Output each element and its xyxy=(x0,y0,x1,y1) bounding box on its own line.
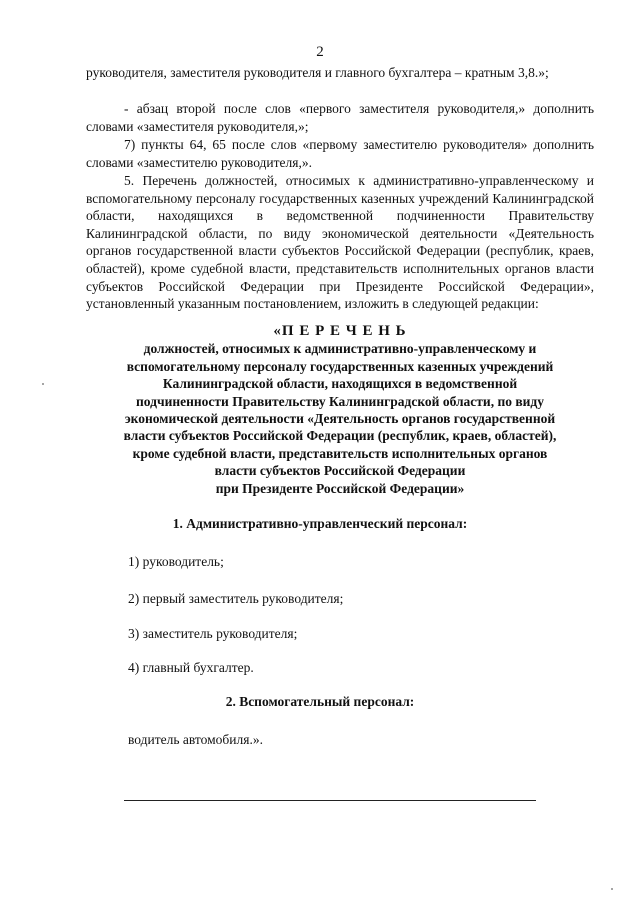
paragraph-item-5: 5. Перечень должностей, относимых к административно-управленческому и вспомогательному персоналу государственных казенных учреждений Калининградской области, находящихся в ведомственной подчиненности Правительству Калининградской области, по виду экономической деятельности «Деятельность органов государственной власти субъектов Российской Федерации (республик, краев, областей), кроме судебной власти, представительств исполнительных органов власти субъектов Российской Федерации при Президенте Российской Федерации», установленный указанным постановлением, изложить в следующей редакции: xyxy=(86,173,594,312)
title-line: должностей, относимых к административно-управленческому и xyxy=(143,341,537,357)
scan-speck xyxy=(42,383,44,385)
section-1-heading: 1. Административно-управленческий персонал: xyxy=(172,516,468,531)
paragraph-item-7: 7) пункты 64, 65 после слов «первому заместителю руководителя» дополнить словами «заместителю руководителя,». xyxy=(86,137,594,170)
section-1-item: 4) главный бухгалтер. xyxy=(128,660,254,675)
title-line: власти субъектов Российской Федерации (республик, краев, областей), xyxy=(123,428,557,444)
title-line: Калининградской области, находящихся в ведомственной xyxy=(162,376,518,392)
title-line: экономической деятельности «Деятельность органов государственной xyxy=(124,411,556,427)
section-1-item: 2) первый заместитель руководителя; xyxy=(128,591,344,606)
title-heading: «П Е Р Е Ч Е Н Ь xyxy=(273,323,407,339)
title-line: власти субъектов Российской Федерации xyxy=(214,463,466,479)
title-line: кроме судебной власти, представительств исполнительных органов xyxy=(132,445,548,461)
list-title xyxy=(86,323,594,497)
title-line: подчиненности Правительству Калининградской области, по виду xyxy=(135,393,545,409)
closing-rule xyxy=(124,800,536,801)
scan-speck xyxy=(611,888,613,890)
title-line: при Президенте Российской Федерации» xyxy=(215,480,465,496)
page-number: 2 xyxy=(316,44,324,60)
section-1-item: 1) руководитель; xyxy=(128,554,224,569)
section-2-heading: 2. Вспомогательный персонал: xyxy=(225,694,415,709)
title-line: вспомогательному персоналу государственных казенных учреждений xyxy=(126,358,554,374)
section-1-item: 3) заместитель руководителя; xyxy=(128,626,298,641)
paragraph-abzac: - абзац второй после слов «первого заместителя руководителя,» дополнить словами «заместителя руководителя,»; xyxy=(86,101,594,134)
section-2-item: водитель автомобиля.». xyxy=(128,732,263,747)
paragraph-continuation: руководителя, заместителя руководителя и главного бухгалтера – кратным 3,8.»; xyxy=(86,65,549,80)
